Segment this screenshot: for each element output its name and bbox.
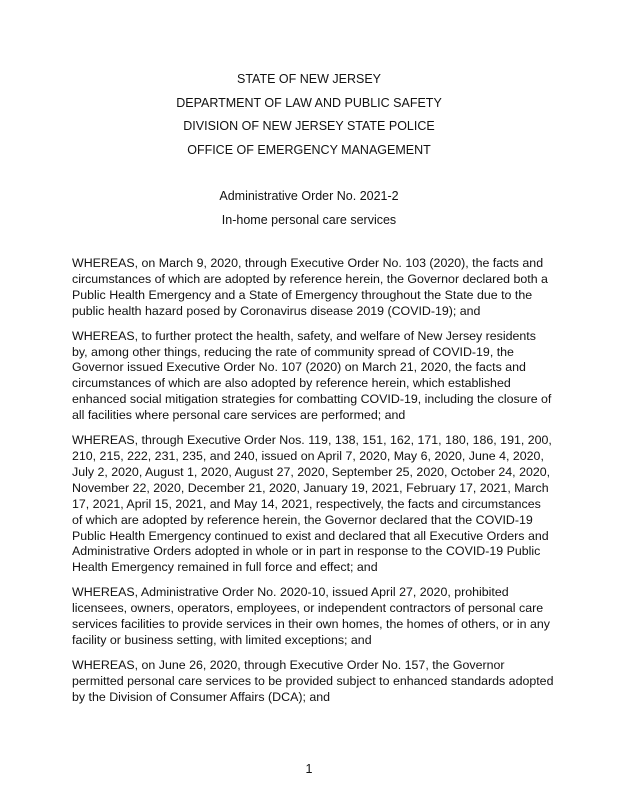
header-division: DIVISION OF NEW JERSEY STATE POLICE: [183, 119, 435, 134]
text-line: all facilities where personal care services are performed; and: [72, 408, 406, 423]
text-line: WHEREAS, Administrative Order No. 2020-10, issued April 27, 2020, prohibited: [72, 585, 509, 600]
document-body: [72, 256, 554, 715]
text-line: July 2, 2020, August 1, 2020, August 27, 2020, September 25, 2020, October 24, 2020,: [72, 464, 551, 479]
text-line: 210, 215, 222, 231, 235, and 240, issued on April 7, 2020, May 6, 2020, June 4, 2020,: [72, 448, 544, 463]
text-line: WHEREAS, to further protect the health, safety, and welfare of New Jersey residents: [72, 328, 536, 343]
text-line: Governor issued Executive Order No. 107 (2020) on March 21, 2020, the facts and: [72, 360, 526, 375]
letterhead: [0, 68, 618, 162]
text-line: services facilities to provide services in their own homes, the homes of others, or in any: [72, 617, 550, 632]
whereas-paragraph-3: [72, 433, 550, 576]
order-heading: [0, 184, 618, 232]
page-number: 1: [305, 762, 313, 776]
order-number: Administrative Order No. 2021-2: [219, 189, 399, 203]
text-line: WHEREAS, through Executive Order Nos. 119, 138, 151, 162, 171, 180, 186, 191, 200,: [72, 433, 552, 448]
text-line: November 22, 2020, December 21, 2020, January 19, 2021, February 17, 2021, March: [72, 480, 549, 495]
text-line: 17, 2021, April 15, 2021, and May 14, 2021, respectively, the facts and circumstances: [72, 496, 541, 511]
header-state: STATE OF NEW JERSEY: [237, 72, 381, 86]
header-office: OFFICE OF EMERGENCY MANAGEMENT: [187, 142, 431, 157]
text-line: circumstances of which are adopted by reference herein, the Governor declared both a: [72, 271, 548, 286]
whereas-paragraph-5: [72, 657, 554, 706]
text-line: WHEREAS, on June 26, 2020, through Executive Order No. 157, the Governor: [72, 657, 505, 672]
header-department: DEPARTMENT OF LAW AND PUBLIC SAFETY: [176, 95, 442, 110]
text-line: public health hazard posed by Coronavirus disease 2019 (COVID-19); and: [72, 303, 481, 318]
text-line: WHEREAS, on March 9, 2020, through Executive Order No. 103 (2020), the facts and: [72, 256, 544, 270]
text-line: of which are adopted by reference herein, the Governor declared that the COVID-19: [72, 512, 533, 527]
whereas-paragraph-1: [72, 256, 550, 320]
text-line: Health Emergency remained in full force and effect; and: [72, 560, 378, 575]
text-line: Public Health Emergency continued to exist and declared that all Executive Orders and: [72, 528, 549, 543]
text-line: by the Division of Consumer Affairs (DCA); and: [72, 689, 331, 704]
text-line: by, among other things, reducing the rate of community spread of COVID-19, the: [72, 344, 514, 359]
text-line: permitted personal care services to be provided subject to enhanced standards adopted: [72, 673, 554, 688]
text-line: Public Health Emergency and a State of Emergency throughout the State due to the: [72, 287, 533, 302]
text-line: Administrative Orders adopted in whole or in part in response to the COVID-19 Public: [72, 544, 541, 559]
text-line: licensees, owners, operators, employees, or independent contractors of personal care: [72, 601, 544, 616]
whereas-paragraph-2: [72, 329, 550, 424]
whereas-paragraph-4: [72, 585, 550, 649]
text-line: circumstances of which are also adopted by reference herein, which established: [72, 376, 511, 391]
text-line: enhanced social mitigation strategies for combatting COVID-19, including the closure of: [72, 392, 552, 407]
text-line: facility or business setting, with limited exceptions; and: [72, 632, 372, 647]
order-subject: In-home personal care services: [221, 213, 397, 227]
